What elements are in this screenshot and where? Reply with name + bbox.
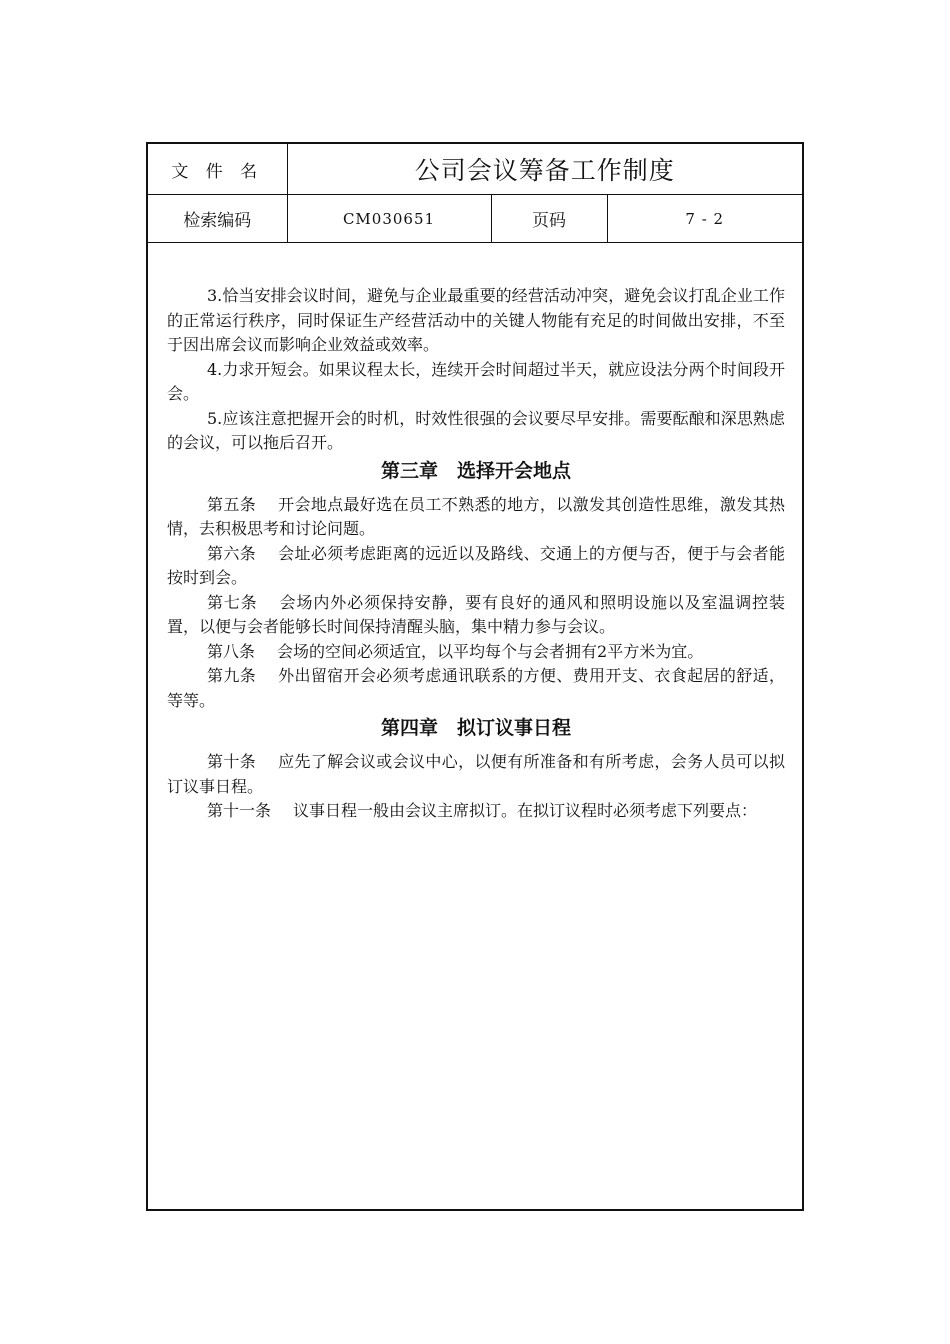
article-text: 应先了解会议或会议中心，以便有所准备和有所考虑，会务人员可以拟订议事日程。 xyxy=(167,752,785,796)
article-9 xyxy=(167,664,785,713)
article-text: 外出留宿开会必须考虑通讯联系的方便、费用开支、衣食起居的舒适，等等。 xyxy=(167,666,785,710)
article-text: 开会地点最好选在员工不熟悉的地方，以激发其创造性思维，激发其热情，去积极思考和讨论问题。 xyxy=(167,494,785,538)
chapter-4-heading: 第四章 拟订议事日程 xyxy=(380,717,571,739)
article-text: 会址必须考虑距离的远近以及路线、交通上的方便与否，便于与会者能按时到会。 xyxy=(167,543,785,587)
article-8 xyxy=(167,640,785,665)
article-6 xyxy=(167,542,785,591)
article-7 xyxy=(167,591,785,640)
article-label: 第十条 xyxy=(207,752,257,771)
document-body xyxy=(167,284,785,824)
article-text: 议事日程一般由会议主席拟订。在拟订议程时必须考虑下列要点： xyxy=(293,801,758,820)
article-10 xyxy=(167,750,785,799)
article-label: 第七条 xyxy=(207,592,258,612)
index-code-value: CM030651 xyxy=(287,195,491,243)
document-title: 公司会议筹备工作制度 xyxy=(287,144,802,195)
article-11 xyxy=(167,799,785,824)
article-label: 第九条 xyxy=(207,666,257,685)
intro-item-5: 5.应该注意把握开会的时机，时效性很强的会议要尽早安排。需要酝酿和深思熟虑的会议，可以拖后召开。 xyxy=(167,408,785,452)
intro-item-3: 3.恰当安排会议时间，避免与企业最重要的经营活动冲突，避免会议打乱企业工作的正常运行秩序，同时保证生产经营活动中的关键人物能有充足的时间做出安排，不至于因出席会议而影响企业效益或效率。 xyxy=(167,286,785,354)
chapter-3-heading: 第三章 选择开会地点 xyxy=(380,459,571,482)
index-code-label: 检索编码 xyxy=(148,195,287,243)
intro-item-4: 4.力求开短会。如果议程太长，连续开会时间超过半天，就应设法分两个时间段开会。 xyxy=(167,359,785,403)
document-header-table xyxy=(148,144,802,243)
article-text: 会场内外必须保持安静，要有良好的通风和照明设施以及室温调控装置，以便与会者能够长时间保持清醒头脑，集中精力参与会议。 xyxy=(167,592,785,636)
article-label: 第五条 xyxy=(207,494,257,514)
page-number-value: 7 - 2 xyxy=(607,195,802,243)
document-frame xyxy=(146,142,804,1211)
article-label: 第八条 xyxy=(207,641,256,661)
article-text: 会场的空间必须适宜，以平均每个与会者拥有2平方米为宜。 xyxy=(277,641,704,661)
article-label: 第六条 xyxy=(207,543,257,563)
file-name-label: 文 件 名 xyxy=(148,144,287,195)
article-label: 第十一条 xyxy=(207,801,272,820)
page-label: 页码 xyxy=(491,195,607,243)
article-5 xyxy=(167,493,785,542)
